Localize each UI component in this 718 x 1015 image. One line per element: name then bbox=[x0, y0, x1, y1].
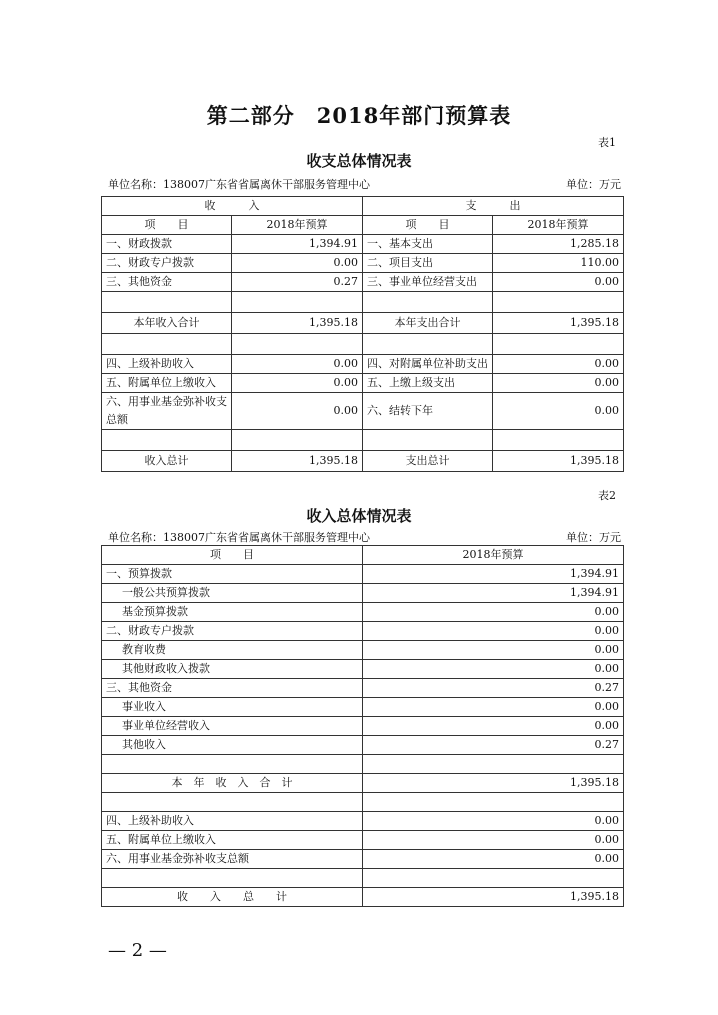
income-value: 0.00 bbox=[232, 254, 363, 273]
row-label: 四、上级补助收入 bbox=[102, 812, 363, 831]
row-label: 六、用事业基金弥补收支总额 bbox=[102, 850, 363, 869]
expense-value: 1,285.18 bbox=[493, 235, 624, 254]
row-value: 1,395.18 bbox=[363, 774, 624, 793]
row-value: 0.00 bbox=[363, 698, 624, 717]
row-value: 0.00 bbox=[363, 850, 624, 869]
table1-title: 收支总体情况表 bbox=[306, 152, 412, 170]
income-item bbox=[102, 292, 232, 313]
expense-item bbox=[363, 292, 493, 313]
table-row bbox=[102, 374, 624, 393]
budget-header: 2018年预算 bbox=[363, 546, 624, 565]
income-value: 1,395.18 bbox=[232, 451, 363, 472]
income-item: 四、上级补助收入 bbox=[102, 355, 232, 374]
expense-item: 四、对附属单位补助支出 bbox=[363, 355, 493, 374]
income-item: 本年收入合计 bbox=[102, 313, 232, 334]
expense-item-header: 项 目 bbox=[363, 216, 493, 235]
row-label bbox=[102, 755, 363, 774]
income-value bbox=[232, 292, 363, 313]
row-value: 0.00 bbox=[363, 812, 624, 831]
income-summary-table bbox=[101, 545, 624, 907]
expense-item: 六、结转下年 bbox=[363, 393, 493, 430]
expense-value: 1,395.18 bbox=[493, 313, 624, 334]
income-item: 六、用事业基金弥补收支总额 bbox=[102, 393, 232, 430]
row-value: 1,395.18 bbox=[363, 888, 624, 907]
row-value bbox=[363, 793, 624, 812]
row-label: 一般公共预算拨款 bbox=[102, 584, 363, 603]
page-number: — 2 — bbox=[108, 940, 167, 961]
row-label: 三、其他资金 bbox=[102, 679, 363, 698]
row-label: 本 年 收 入 合 计 bbox=[102, 774, 363, 793]
row-label: 五、附属单位上缴收入 bbox=[102, 831, 363, 850]
expense-value bbox=[493, 430, 624, 451]
table1-unit-name: 单位名称：138007广东省省属离休干部服务管理中心 bbox=[108, 178, 370, 191]
table-row bbox=[102, 334, 624, 355]
expense-value: 1,395.18 bbox=[493, 451, 624, 472]
row-value: 1,394.91 bbox=[363, 584, 624, 603]
row-label: 二、财政专户拨款 bbox=[102, 622, 363, 641]
item-header: 项 目 bbox=[102, 546, 363, 565]
table-row bbox=[102, 565, 624, 584]
table-row bbox=[102, 755, 624, 774]
table1-tag: 表1 bbox=[598, 136, 616, 149]
income-item bbox=[102, 430, 232, 451]
expense-item: 一、基本支出 bbox=[363, 235, 493, 254]
row-value: 0.27 bbox=[363, 679, 624, 698]
income-budget-header: 2018年预算 bbox=[232, 216, 363, 235]
table2-title: 收入总体情况表 bbox=[306, 507, 412, 525]
row-label: 其他收入 bbox=[102, 736, 363, 755]
table-row bbox=[102, 660, 624, 679]
income-item: 收入总计 bbox=[102, 451, 232, 472]
table-row bbox=[102, 430, 624, 451]
table2-unit-name: 单位名称：138007广东省省属离休干部服务管理中心 bbox=[108, 531, 370, 544]
row-label: 基金预算拨款 bbox=[102, 603, 363, 622]
table-row bbox=[102, 812, 624, 831]
row-value: 0.00 bbox=[363, 831, 624, 850]
row-value: 0.27 bbox=[363, 736, 624, 755]
income-item bbox=[102, 334, 232, 355]
income-item: 一、财政拨款 bbox=[102, 235, 232, 254]
row-value: 0.00 bbox=[363, 603, 624, 622]
income-value: 0.27 bbox=[232, 273, 363, 292]
row-label: 事业单位经营收入 bbox=[102, 717, 363, 736]
table-row bbox=[102, 774, 624, 793]
table-row bbox=[102, 736, 624, 755]
row-label: 一、预算拨款 bbox=[102, 565, 363, 584]
table2-unit: 单位：万元 bbox=[566, 531, 621, 544]
expense-value bbox=[493, 334, 624, 355]
expense-budget-header: 2018年预算 bbox=[493, 216, 624, 235]
table-row bbox=[102, 235, 624, 254]
table-row bbox=[102, 313, 624, 334]
table-row bbox=[102, 641, 624, 660]
expense-item: 二、项目支出 bbox=[363, 254, 493, 273]
income-item-header: 项 目 bbox=[102, 216, 232, 235]
table-row bbox=[102, 622, 624, 641]
income-value: 1,395.18 bbox=[232, 313, 363, 334]
page-title: 第二部分 2018年部门预算表 bbox=[206, 103, 512, 128]
expense-value: 0.00 bbox=[493, 355, 624, 374]
table-row bbox=[102, 698, 624, 717]
row-value: 0.00 bbox=[363, 641, 624, 660]
row-label bbox=[102, 793, 363, 812]
income-value bbox=[232, 430, 363, 451]
row-label: 教育收费 bbox=[102, 641, 363, 660]
table-row bbox=[102, 292, 624, 313]
expense-item: 本年支出合计 bbox=[363, 313, 493, 334]
income-value bbox=[232, 334, 363, 355]
row-label: 事业收入 bbox=[102, 698, 363, 717]
table-row bbox=[102, 355, 624, 374]
expense-value: 0.00 bbox=[493, 374, 624, 393]
table-row bbox=[102, 793, 624, 812]
table2-tag: 表2 bbox=[598, 489, 616, 502]
income-group-header: 收 入 bbox=[102, 197, 363, 216]
expense-value: 0.00 bbox=[493, 393, 624, 430]
table-row bbox=[102, 679, 624, 698]
table-row bbox=[102, 451, 624, 472]
expense-item: 三、事业单位经营支出 bbox=[363, 273, 493, 292]
expense-value: 110.00 bbox=[493, 254, 624, 273]
table-row bbox=[102, 603, 624, 622]
table-row bbox=[102, 850, 624, 869]
table-row bbox=[102, 393, 624, 430]
income-value: 1,394.91 bbox=[232, 235, 363, 254]
income-item: 三、其他资金 bbox=[102, 273, 232, 292]
income-expense-table bbox=[101, 196, 624, 472]
expense-item: 五、上缴上级支出 bbox=[363, 374, 493, 393]
row-label: 收 入 总 计 bbox=[102, 888, 363, 907]
expense-group-header: 支 出 bbox=[363, 197, 624, 216]
income-item: 五、附属单位上缴收入 bbox=[102, 374, 232, 393]
income-value: 0.00 bbox=[232, 374, 363, 393]
table-row bbox=[102, 584, 624, 603]
expense-item bbox=[363, 430, 493, 451]
row-label bbox=[102, 869, 363, 888]
row-value: 0.00 bbox=[363, 660, 624, 679]
expense-value bbox=[493, 292, 624, 313]
income-value: 0.00 bbox=[232, 393, 363, 430]
row-value: 0.00 bbox=[363, 622, 624, 641]
income-value: 0.00 bbox=[232, 355, 363, 374]
expense-value: 0.00 bbox=[493, 273, 624, 292]
row-value bbox=[363, 755, 624, 774]
row-label: 其他财政收入拨款 bbox=[102, 660, 363, 679]
expense-item bbox=[363, 334, 493, 355]
row-value: 0.00 bbox=[363, 717, 624, 736]
table-row bbox=[102, 869, 624, 888]
table-row bbox=[102, 831, 624, 850]
row-value bbox=[363, 869, 624, 888]
table-row bbox=[102, 888, 624, 907]
table-row bbox=[102, 717, 624, 736]
expense-item: 支出总计 bbox=[363, 451, 493, 472]
income-item: 二、财政专户拨款 bbox=[102, 254, 232, 273]
table-row bbox=[102, 254, 624, 273]
row-value: 1,394.91 bbox=[363, 565, 624, 584]
table1-unit: 单位：万元 bbox=[566, 178, 621, 191]
table-row bbox=[102, 273, 624, 292]
